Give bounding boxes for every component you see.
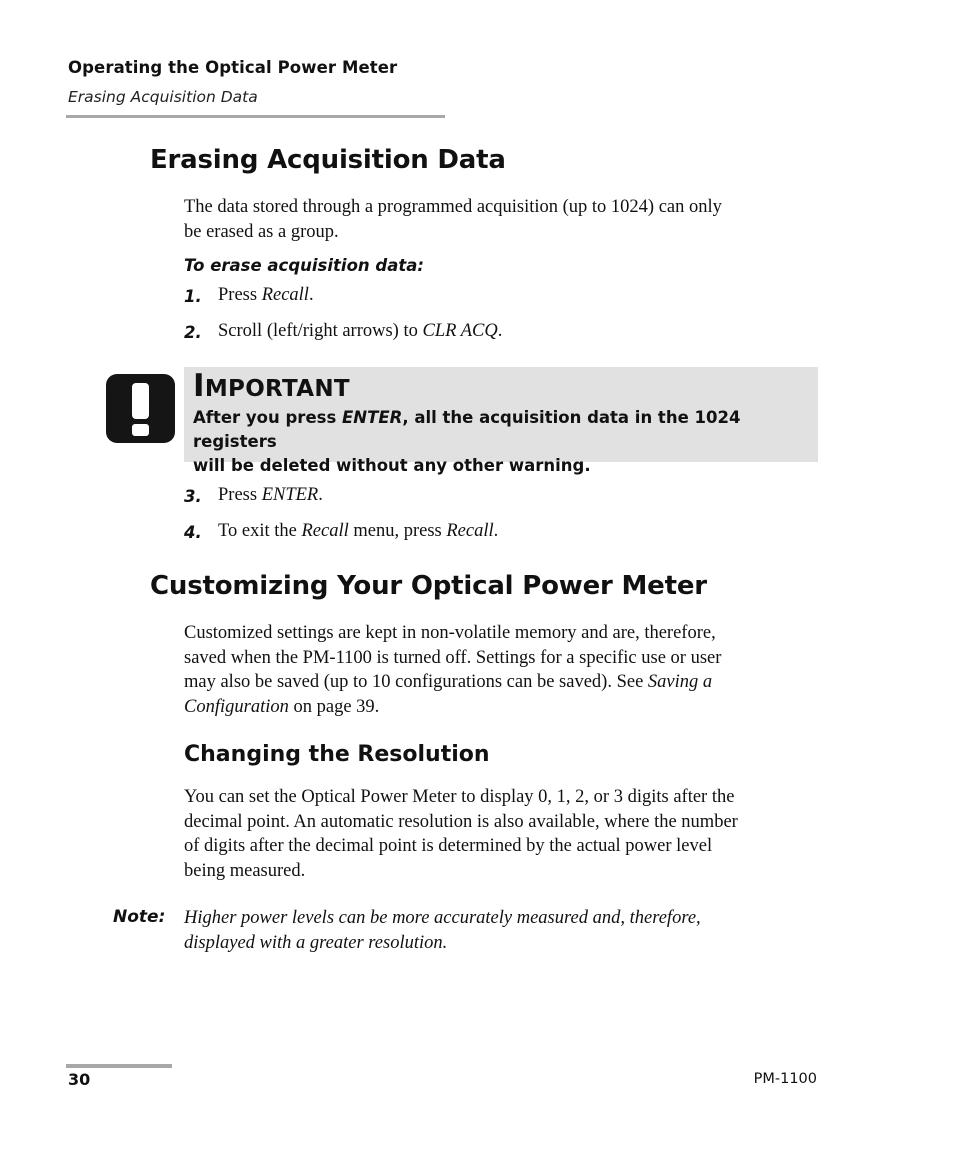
step-text: To exit the Recall menu, press Recall. [218,521,499,541]
step-text: Press Recall. [218,285,314,305]
step-number: 3. [184,487,202,506]
header-rule [66,115,445,118]
cross-reference-link[interactable]: Configuration [184,696,289,717]
procedure-title: To erase acquisition data: [184,256,424,275]
section-heading-customizing: Customizing Your Optical Power Meter [150,571,707,601]
important-text: After you press ENTER, all the acquisition data in the 1024 registers will be deleted without any other warning. [193,408,741,475]
product-code: PM-1100 [753,1071,817,1087]
section-heading-erasing: Erasing Acquisition Data [150,145,506,175]
running-header-section: Erasing Acquisition Data [68,88,258,106]
important-title: IMPORTANT [193,368,350,404]
note-text: Higher power levels can be more accurately measured and, therefore, displayed with a greater resolution. [184,908,701,953]
page-number: 30 [68,1070,91,1089]
resolution-paragraph: You can set the Optical Power Meter to display 0, 1, 2, or 3 digits after the decimal point. An automatic resolution is also available, where the number of digits after the decimal point is determined by the actual power level being measured. [184,787,738,881]
erasing-intro [184,195,820,244]
step-text: Press ENTER. [218,485,323,505]
cross-reference-link[interactable]: Saving a [647,672,713,692]
step-number: 2. [184,323,202,342]
intro-line: The data stored through a programmed acquisition (up to 1024) can only [184,197,722,217]
subsection-heading: Changing the Resolution [184,742,490,767]
step-number: 4. [184,523,202,542]
customizing-paragraph: Customized settings are kept in non-volatile memory and are, therefore, saved when the PM-1100 is turned off. Settings for a specific use or user may also be saved (up to 10 configurations can be saved). See Saving a Configuration on page 39. [184,623,722,717]
running-header-chapter: Operating the Optical Power Meter [68,58,398,77]
step-number: 1. [184,287,202,306]
intro-line: be erased as a group. [184,221,339,242]
footer-rule [66,1064,172,1068]
note-label: Note: [113,907,166,927]
step-text: Scroll (left/right arrows) to CLR ACQ. [218,321,503,341]
exclamation-icon [106,374,175,443]
